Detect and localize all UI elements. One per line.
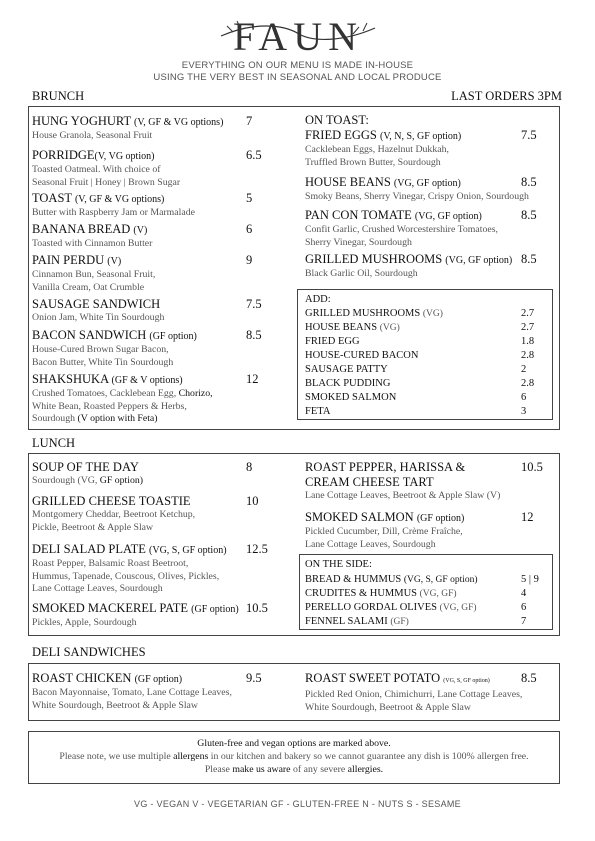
menu-item: ROAST SWEET POTATO (VG, S, GF option) Pickled Red Onion, Chimichurri, Lane Cottage Leaves, White Sourdough, Beetroot & Apple Slaw	[305, 671, 523, 713]
faun-logo-icon	[213, 14, 383, 58]
on-toast-heading: ON TOAST:	[305, 113, 369, 127]
menu-item: PAIN PERDU (V) Cinnamon Bun, Seasonal Fruit, Vanilla Cream, Oat Crumble	[32, 253, 156, 293]
item-price: 10	[246, 494, 259, 508]
add-row: BLACK PUDDING	[305, 378, 391, 389]
brunch-heading-row	[32, 89, 562, 104]
side-heading: ON THE SIDE:	[305, 559, 372, 570]
item-price: 8.5	[521, 671, 537, 685]
item-price: 8	[246, 460, 253, 474]
side-price: 6	[521, 602, 527, 613]
notice-line-1: Gluten-free and vegan options are marked above.	[197, 738, 391, 749]
tagline-line-1: EVERYTHING ON OUR MENU IS MADE IN-HOUSE	[181, 60, 414, 71]
item-price: 8.5	[246, 328, 262, 342]
add-price: 6	[521, 392, 527, 403]
lunch-heading-row	[32, 436, 562, 451]
add-row: GRILLED MUSHROOMS (VG)	[305, 308, 443, 319]
item-price: 6.5	[246, 148, 262, 162]
menu-item: PORRIDGE(V, VG option) Toasted Oatmeal. With choice of Seasonal Fruit | Honey | Brown Sugar	[32, 148, 181, 188]
notice-line-2: Please note, we use multiple allergens in our kitchen and bakery so we cannot guarantee any dish is 100% allergen free.	[59, 751, 529, 762]
menu-item: BACON SANDWICH (GF option) House-Cured Brown Sugar Bacon, Bacon Butter, White Tin Sourdough	[32, 328, 197, 368]
menu-item: GRILLED CHEESE TOASTIE Montgomery Cheddar, Beetroot Ketchup, Pickle, Beetroot & Apple Slaw	[32, 494, 196, 533]
item-price: 10.5	[246, 601, 268, 615]
deli-heading-row	[32, 645, 562, 660]
menu-item: HOUSE BEANS (VG, GF option) Smoky Beans, Sherry Vinegar, Crispy Onion, Sourdough	[305, 175, 529, 202]
side-row: FENNEL SALAMI (GF)	[305, 616, 409, 627]
add-row: HOUSE-CURED BACON	[305, 350, 419, 361]
menu-item: TOAST (V, GF & VG options) Butter with Raspberry Jam or Marmalade	[32, 191, 195, 218]
lunch-heading: LUNCH	[32, 436, 76, 450]
add-row: SMOKED SALMON	[305, 392, 397, 403]
add-price: 2.7	[521, 308, 535, 319]
logo	[0, 14, 595, 58]
item-price: 12	[521, 510, 534, 524]
item-price: 12.5	[246, 542, 268, 556]
item-price: 8.5	[521, 175, 537, 189]
side-row: CRUDITES & HUMMUS (VG, GF)	[305, 588, 457, 599]
item-price: 9	[246, 253, 253, 267]
brunch-heading: BRUNCH	[32, 89, 85, 103]
menu-item: SAUSAGE SANDWICH Onion Jam, White Tin Sourdough	[32, 297, 165, 323]
menu-item: BANANA BREAD (V) Toasted with Cinnamon Butter	[32, 222, 153, 249]
item-price: 7	[246, 114, 253, 128]
add-price: 1.8	[521, 336, 535, 347]
add-price: 2.8	[521, 350, 535, 361]
add-price: 2.7	[521, 322, 535, 333]
add-price: 2	[521, 364, 527, 375]
side-row: PERELLO GORDAL OLIVES (VG, GF)	[305, 602, 477, 613]
allergen-notice-box	[28, 731, 560, 784]
dietary-legend: VG - VEGAN V - VEGETARIAN GF - GLUTEN-FREE N - NUTS S - SESAME	[134, 799, 461, 809]
item-price: 10.5	[521, 460, 543, 474]
menu-item: ROAST CHICKEN (GF option) Bacon Mayonnaise, Tomato, Lane Cottage Leaves, White Sourdough, Beetroot & Apple Slaw	[32, 671, 232, 711]
menu-item: FRIED EGGS (V, N, S, GF option) Cacklebean Eggs, Hazelnut Dukkah, Truffled Brown Butter, Sourdough	[305, 128, 462, 168]
menu-item: PAN CON TOMATE (VG, GF option) Confit Garlic, Crushed Worcestershire Tomatoes, Sherry Vinegar, Sourdough	[305, 208, 498, 248]
menu-item: SMOKED MACKEREL PATE (GF option) Pickles, Apple, Sourdough	[32, 601, 239, 628]
add-row: HOUSE BEANS (VG)	[305, 322, 400, 333]
add-price: 3	[521, 406, 527, 417]
side-price: 5 | 9	[521, 574, 539, 585]
item-price: 7.5	[521, 128, 537, 142]
item-price: 7.5	[246, 297, 262, 311]
add-price: 2.8	[521, 378, 535, 389]
menu-item: SMOKED SALMON (GF option) Pickled Cucumber, Dill, Crème Fraîche, Lane Cottage Leaves, Sourdough	[305, 510, 465, 550]
tagline	[0, 60, 595, 84]
side-row: BREAD & HUMMUS (VG, S, GF option)	[305, 574, 478, 585]
last-orders: LAST ORDERS 3PM	[451, 89, 562, 103]
add-heading: ADD:	[305, 294, 331, 305]
side-price: 4	[521, 588, 527, 599]
tagline-line-2: USING THE VERY BEST IN SEASONAL AND LOCAL PRODUCE	[153, 72, 442, 83]
deli-heading: DELI SANDWICHES	[32, 645, 146, 659]
menu-item: DELI SALAD PLATE (VG, S, GF option) Roast Pepper, Balsamic Roast Beetroot, Hummus, Tapenade, Couscous, Olives, Pickles, Lane Cottage Leaves, Sourdough	[32, 542, 227, 594]
item-price: 8.5	[521, 208, 537, 222]
item-price: 6	[246, 222, 253, 236]
item-price: 8.5	[521, 252, 537, 266]
item-price: 9.5	[246, 671, 262, 685]
logo-text: FAUN	[232, 14, 363, 58]
menu-item: SOUP OF THE DAY Sourdough (VG, GF option)	[32, 460, 144, 486]
add-row: SAUSAGE PATTY	[305, 364, 388, 375]
menu-item: GRILLED MUSHROOMS (VG, GF option) Black Garlic Oil, Sourdough	[305, 252, 513, 279]
add-row: FRIED EGG	[305, 336, 360, 347]
notice-line-3: Please make us aware of any severe allergies.	[204, 764, 384, 775]
menu-item: HUNG YOGHURT (V, GF & VG options) House Granola, Seasonal Fruit	[32, 114, 224, 141]
add-row: FETA	[305, 406, 331, 417]
item-price: 5	[246, 191, 253, 205]
menu-item: SHAKSHUKA (GF & V options) Crushed Tomatoes, Cacklebean Egg, Chorizo, White Bean, Roasted Peppers & Herbs, Sourdough (V option with Feta)	[32, 372, 213, 424]
side-price: 7	[521, 616, 527, 627]
item-price: 12	[246, 372, 259, 386]
menu-item: ROAST PEPPER, HARISSA & CREAM CHEESE TART Lane Cottage Leaves, Beetroot & Apple Slaw (V)	[305, 460, 501, 501]
